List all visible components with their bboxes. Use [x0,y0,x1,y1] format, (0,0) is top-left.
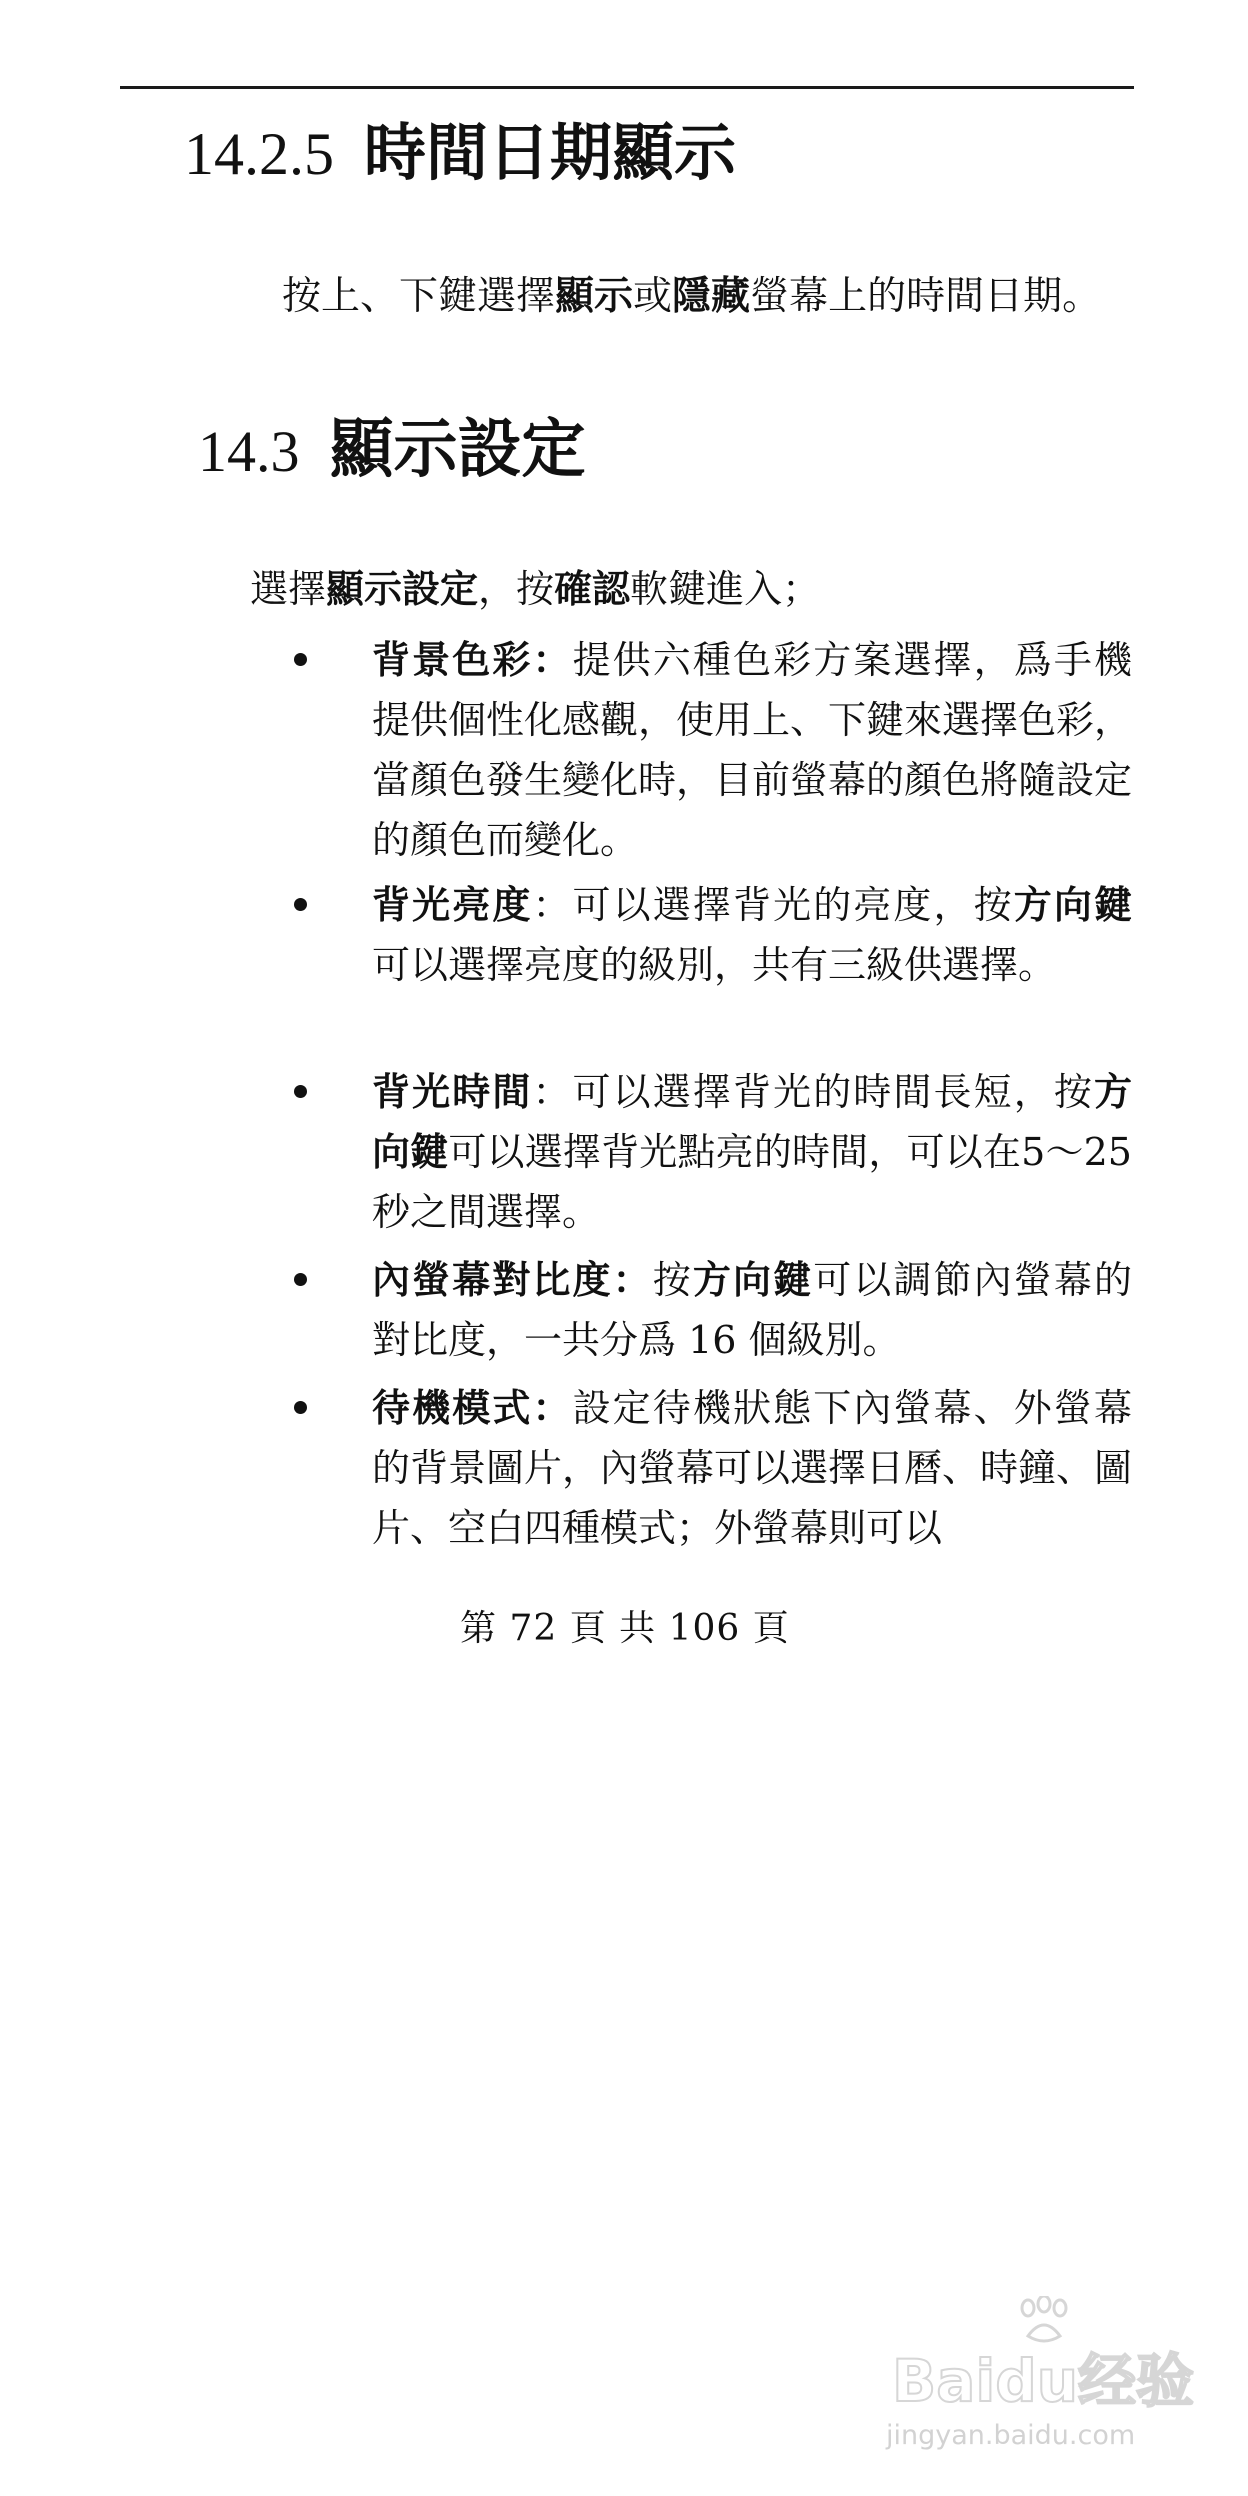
header-rule [120,86,1134,89]
bullet-dot-icon [294,1401,307,1414]
bullet-description: 按 [652,1258,693,1302]
section-heading-14-2-5 [184,116,737,189]
body-bold-confirm: 確認 [554,566,631,611]
bullet-term: 背景色彩： [372,637,573,682]
page-footer: 第 72 頁 共 106 頁 [460,1608,790,1649]
section-title: 顯示設定 [329,413,586,487]
body-bold-display-settings: 顯示設定 [326,566,479,611]
bullet-term: 內螢幕對比度： [372,1257,653,1302]
section-number: 14.2.5 [184,121,334,187]
body-text: ，按 [478,567,555,611]
body-text: 或 [633,274,673,319]
bullet-text [372,875,1132,995]
section-number: 14.3 [198,419,300,484]
bullet-description: ：可以選擇背光的亮度，按 [532,883,1014,927]
bullet-text [372,1378,1132,1558]
bullet-bold-key: 方向鍵 [372,1069,1132,1174]
bullet-description: ：可以選擇背光的時間長短，按 [532,1070,1094,1114]
time-date-display-paragraph [282,273,1102,319]
bullet-bold-key: 方向鍵 [1013,882,1132,927]
body-bold-hide: 隱藏 [672,273,751,319]
bullet-description: 設定待機狀態下內螢幕、外螢幕的背景圖片，內螢幕可以選擇日曆、時鐘、圖片、空白四種模式；外螢幕則可以 [372,1386,1133,1550]
body-bold-show: 顯示 [555,273,634,319]
bullet-text [372,1062,1132,1242]
watermark-logo: Baidu经验 [892,2347,1195,2415]
bullet-text [372,1250,1132,1370]
bullet-term: 背光亮度 [372,882,533,927]
bullet-term: 背光時間 [372,1069,533,1114]
bullet-dot-icon [294,898,307,911]
baidu-watermark [882,2290,1202,2470]
body-text: 螢幕上的時間日期。 [750,274,1102,319]
body-text: 選擇 [250,567,327,611]
bullet-dot-icon [294,653,307,666]
body-text: 按上、下鍵選擇 [282,274,556,319]
section-title: 時間日期顯示 [364,116,737,189]
bullet-dot-icon [294,1085,307,1098]
bullet-text [372,630,1132,870]
bullet-description: 可以選擇亮度的級別，共有三級供選擇。 [372,943,1057,987]
bullet-dot-icon [294,1273,307,1286]
bullet-term: 待機模式： [372,1385,573,1430]
bullet-description: 可以調節內螢幕的對比度，一共分爲 16 個級別。 [372,1258,1132,1362]
bullet-description: 可以選擇背光點亮的時間，可以在5～25 秒之間選擇。 [372,1130,1132,1234]
display-settings-intro [250,566,821,611]
body-text: 軟鍵進入； [630,567,821,611]
watermark-url: jingyan.baidu.com [886,2420,1136,2451]
bullet-description: 提供六種色彩方案選擇，爲手機提供個性化感觀，使用上、下鍵來選擇色彩，當顏色發生變化時，目前螢幕的顏色將隨設定的顏色而變化。 [372,638,1133,862]
bullet-bold-key: 方向鍵 [692,1257,814,1302]
section-heading-14-3 [198,413,586,487]
